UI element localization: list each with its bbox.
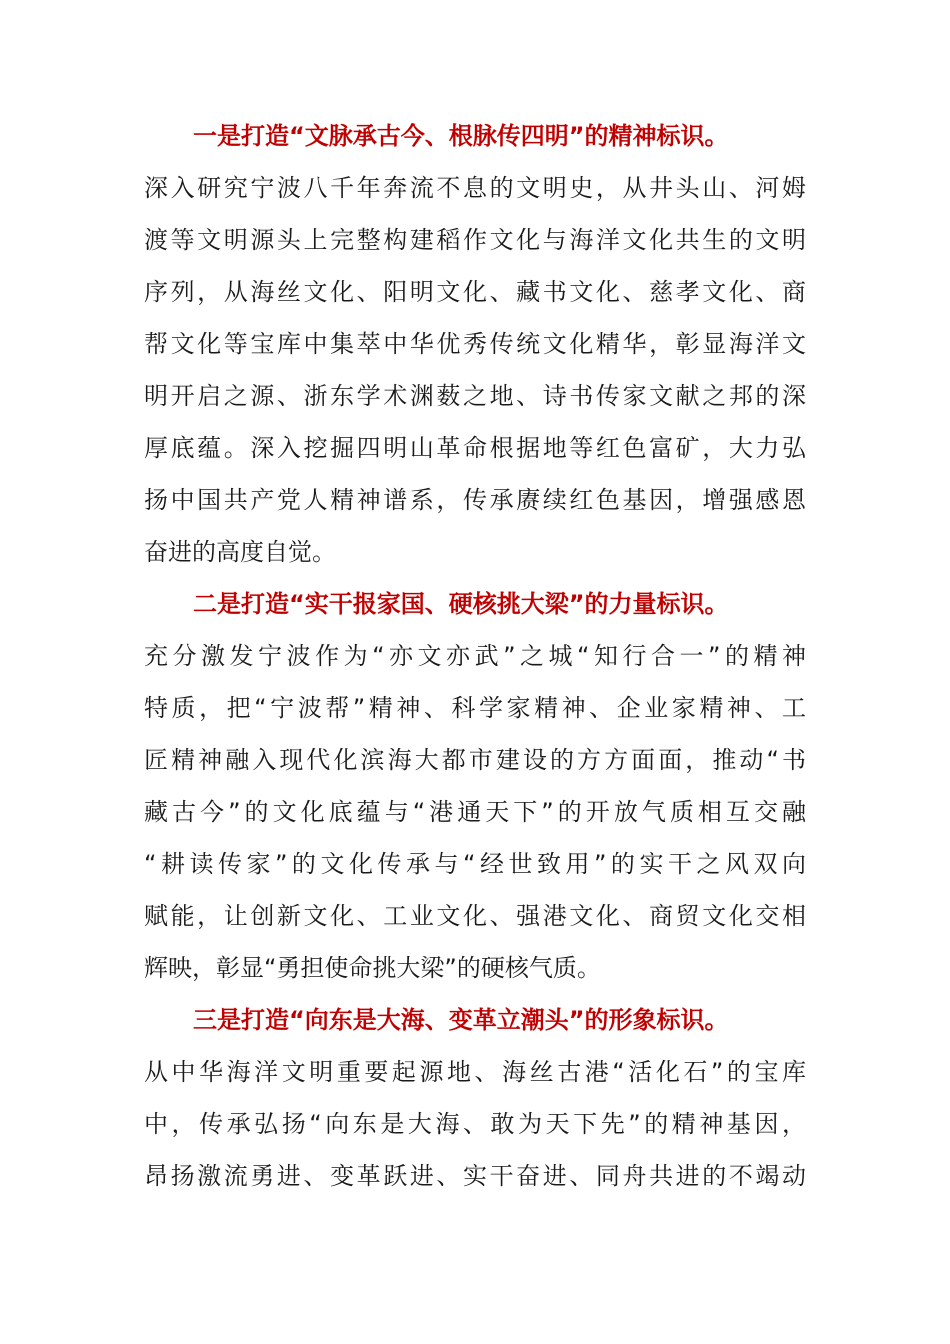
section-1-line-3: 序列，从海丝文化、阳明文化、藏书文化、慈孝文化、商 (144, 278, 806, 306)
section-1-line-2: 渡等文明源头上完整构建稻作文化与海洋文化共生的文明 (144, 226, 806, 254)
section-3-line-3: 昂扬激流勇进、变革跃进、实干奋进、同舟共进的不竭动 (144, 1162, 806, 1190)
section-1-heading: 一是打造“文脉承古今、根脉传四明”的精神标识。 (193, 122, 729, 150)
section-1-line-5: 明开启之源、浙东学术渊薮之地、诗书传家文献之邦的深 (144, 382, 806, 410)
section-1-line-7: 扬中国共产党人精神谱系，传承赓续红色基因，增强感恩 (144, 486, 806, 514)
section-2-line-1: 充分激发宁波作为“亦文亦武”之城“知行合一”的精神 (144, 642, 806, 670)
section-2-line-4: 藏古今”的文化底蕴与“港通天下”的开放气质相互交融 (144, 798, 806, 826)
section-1-line-8: 奋进的高度自觉。 (144, 538, 336, 566)
section-3-heading: 三是打造“向东是大海、变革立潮头”的形象标识。 (193, 1006, 729, 1034)
section-2-line-3: 匠精神融入现代化滨海大都市建设的方方面面，推动“书 (144, 746, 806, 774)
section-2-line-2: 特质，把“宁波帮”精神、科学家精神、企业家精神、工 (144, 694, 806, 722)
section-1-line-4: 帮文化等宝库中集萃中华优秀传统文化精华，彰显海洋文 (144, 330, 806, 358)
section-3-line-2: 中，传承弘扬“向东是大海、敢为天下先”的精神基因， (144, 1110, 806, 1138)
section-3-line-1: 从中华海洋文明重要起源地、海丝古港“活化石”的宝库 (144, 1058, 806, 1086)
section-1-line-6: 厚底蕴。深入挖掘四明山革命根据地等红色富矿，大力弘 (144, 434, 806, 462)
section-2-line-5: “耕读传家”的文化传承与“经世致用”的实干之风双向 (144, 850, 806, 878)
section-2-line-6: 赋能，让创新文化、工业文化、强港文化、商贸文化交相 (144, 902, 806, 930)
section-2-line-7: 辉映，彰显“勇担使命挑大梁”的硬核气质。 (144, 954, 601, 982)
section-2-heading: 二是打造“实干报家国、硬核挑大梁”的力量标识。 (193, 590, 729, 618)
section-1-line-1: 深入研究宁波八千年奔流不息的文明史，从井头山、河姆 (144, 174, 806, 202)
